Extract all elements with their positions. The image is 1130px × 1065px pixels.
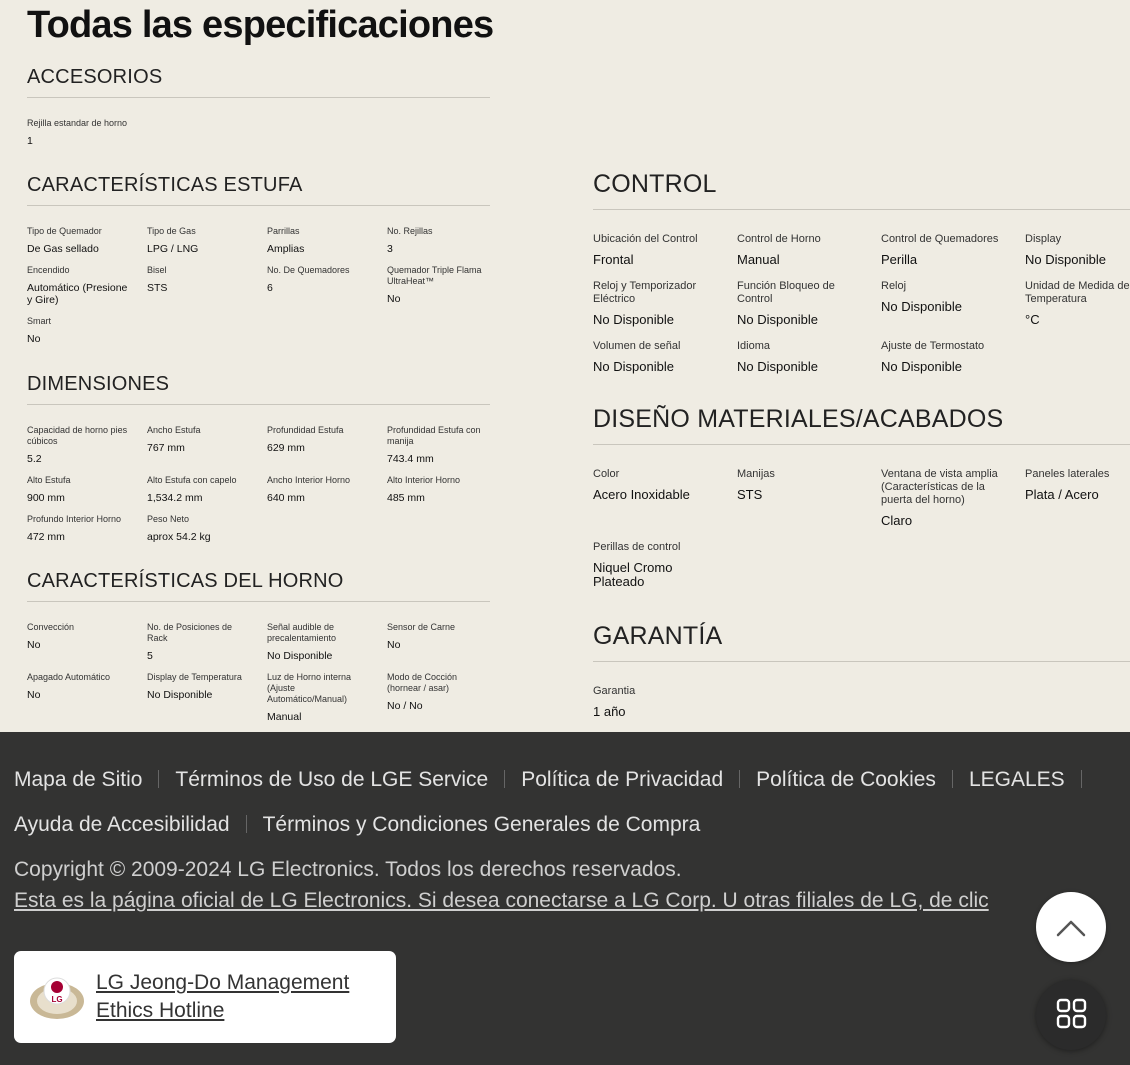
logo-text: LG — [51, 995, 63, 1004]
spec-label: Señal audible de precalentamiento — [267, 622, 337, 643]
spec-label: Profundo Interior Horno — [27, 514, 122, 524]
section-title: DISEÑO MATERIALES/ACABADOS — [593, 405, 1004, 433]
page-title: Todas las especificaciones — [27, 4, 494, 46]
spec-value: Perilla — [881, 252, 918, 267]
spec-label: Rejilla estandar de horno — [27, 118, 128, 128]
section-caracteristicas-estufa — [27, 174, 490, 356]
spec-label: Unidad de Medida de Temperatura — [1025, 280, 1130, 305]
spec-item — [27, 622, 137, 651]
quick-menu-button[interactable] — [1036, 980, 1106, 1050]
spec-item — [737, 468, 867, 502]
section-title: CONTROL — [593, 170, 717, 198]
spec-value: 629 mm — [267, 442, 305, 454]
copyright-text: Copyright © 2009-2024 LG Electronics. Todos los derechos reservados. — [14, 858, 682, 881]
spec-value: Manual — [737, 252, 780, 267]
spec-item — [27, 316, 137, 345]
spec-item — [593, 233, 725, 267]
footer-link-privacidad[interactable]: Política de Privacidad — [521, 768, 724, 791]
spec-value: 1 — [27, 135, 33, 147]
spec-value: No Disponible — [737, 312, 818, 327]
spec-label: Alto Interior Horno — [387, 475, 461, 485]
spec-value: Niquel Cromo Plateado — [593, 560, 673, 589]
spec-value: 3 — [387, 243, 393, 255]
official-site-link[interactable]: Esta es la página oficial de LG Electronics. Si desea conectarse a LG Corp. U otras filiales de LG, de clic — [14, 889, 989, 912]
spec-item — [737, 340, 867, 374]
chevron-up-icon — [1036, 892, 1106, 962]
section-accesorios — [27, 66, 490, 148]
section-title: CARACTERÍSTICAS ESTUFA — [27, 174, 303, 196]
scroll-to-top-button[interactable] — [1036, 892, 1106, 962]
ethics-hotline-card[interactable] — [14, 951, 396, 1043]
grid-icon — [1036, 980, 1106, 1050]
link-separator — [952, 770, 953, 788]
spec-item — [593, 685, 723, 719]
spec-item — [881, 233, 1013, 267]
spec-label: Apagado Automático — [27, 672, 111, 682]
spec-item — [1025, 280, 1130, 327]
spec-item — [387, 475, 487, 504]
spec-value: 767 mm — [147, 442, 185, 454]
spec-label: Control de Quemadores — [881, 233, 999, 245]
spec-value: 900 mm — [27, 492, 65, 504]
spec-item — [147, 475, 257, 504]
spec-label: Ventana de vista amplia (Características de la puerta del horno) — [881, 468, 998, 506]
spec-label: Parrillas — [267, 226, 300, 236]
spec-label: Quemador Triple Flama UltraHeat™ — [387, 265, 482, 286]
spec-item — [147, 672, 257, 701]
link-separator — [246, 815, 247, 833]
spec-item — [387, 622, 487, 651]
spec-item — [267, 672, 359, 723]
spec-item — [27, 475, 137, 504]
spec-label: Paneles laterales — [1025, 468, 1110, 480]
spec-item — [267, 226, 377, 255]
spec-value: LPG / LNG — [147, 243, 199, 255]
spec-item — [593, 468, 723, 502]
spec-label: Convección — [27, 622, 75, 632]
section-title: GARANTÍA — [593, 622, 723, 650]
lg-jeong-do-logo — [28, 971, 86, 1023]
spec-item — [593, 340, 725, 374]
spec-label: Bisel — [147, 265, 167, 275]
link-separator — [1081, 770, 1082, 788]
spec-label: No. De Quemadores — [267, 265, 350, 275]
spec-value: aprox 54.2 kg — [147, 531, 211, 543]
spec-label: Alto Estufa — [27, 475, 71, 485]
spec-item — [267, 622, 367, 662]
spec-item — [1025, 468, 1130, 502]
spec-item — [27, 118, 142, 147]
section-title: ACCESORIOS — [27, 66, 163, 88]
spec-value: STS — [737, 487, 763, 502]
spec-value: No / No — [387, 700, 423, 712]
spec-label: Display — [1025, 233, 1062, 245]
spec-value: No — [387, 639, 401, 651]
spec-label: Ancho Estufa — [147, 425, 201, 435]
spec-item — [147, 622, 247, 662]
spec-item — [147, 425, 257, 454]
spec-item — [147, 265, 257, 294]
spec-item — [267, 265, 377, 294]
spec-value: Automático (Presione y Gire) — [27, 282, 128, 306]
spec-value: Claro — [881, 513, 913, 528]
spec-label: Tipo de Gas — [147, 226, 196, 236]
hotline-link[interactable]: LG Jeong-Do Management Ethics Hotline — [96, 971, 350, 1022]
spec-item — [881, 468, 1006, 528]
spec-value: 640 mm — [267, 492, 305, 504]
spec-label: Control de Horno — [737, 233, 821, 245]
spec-item — [27, 514, 137, 543]
spec-item — [27, 226, 137, 255]
spec-value: 5.2 — [27, 453, 42, 465]
footer-link-accesibilidad[interactable]: Ayuda de Accesibilidad — [14, 813, 230, 836]
spec-value: Amplias — [267, 243, 305, 255]
footer-link-legales[interactable]: LEGALES — [968, 768, 1065, 791]
footer-link-condiciones-compra[interactable]: Términos y Condiciones Generales de Compra — [262, 813, 701, 836]
footer-link-cookies[interactable]: Política de Cookies — [756, 768, 936, 791]
spec-value: No — [387, 293, 401, 305]
spec-value: No Disponible — [593, 312, 674, 327]
spec-item — [1025, 233, 1130, 267]
footer-links-row-2 — [14, 813, 700, 837]
spec-value: No — [27, 689, 41, 701]
spec-label: Encendido — [27, 265, 70, 275]
spec-label: Tipo de Quemador — [27, 226, 102, 236]
spec-label: Perillas de control — [593, 541, 681, 553]
spec-item — [737, 233, 867, 267]
spec-label: Ubicación del Control — [593, 233, 698, 245]
spec-label: Manijas — [737, 468, 775, 480]
spec-item — [267, 475, 377, 504]
link-separator — [158, 770, 159, 788]
spec-value: 5 — [147, 650, 153, 662]
spec-label: Luz de Horno interna (Ajuste Automático/Manual) — [267, 672, 352, 704]
link-separator — [504, 770, 505, 788]
spec-value: 1 año — [593, 704, 626, 719]
section-dimensiones — [27, 373, 490, 555]
spec-value: No Disponible — [1025, 252, 1106, 267]
spec-item — [593, 541, 688, 589]
section-garantia — [593, 622, 1130, 722]
spec-item — [387, 226, 487, 255]
spec-label: Ancho Interior Horno — [267, 475, 351, 485]
spec-value: No — [27, 333, 41, 345]
spec-value: Plata / Acero — [1025, 487, 1099, 502]
spec-value: 6 — [267, 282, 273, 294]
spec-label: Garantia — [593, 685, 636, 697]
spec-label: Profundidad Estufa — [267, 425, 344, 435]
spec-label: Volumen de señal — [593, 340, 681, 352]
spec-label: Modo de Cocción (hornear / asar) — [387, 672, 458, 693]
spec-label: Idioma — [737, 340, 771, 352]
spec-item — [387, 672, 477, 712]
spec-value: No Disponible — [267, 650, 333, 662]
spec-label: No. Rejillas — [387, 226, 433, 236]
spec-label: Reloj y Temporizador Eléctrico — [593, 280, 697, 305]
spec-value: No Disponible — [881, 359, 962, 374]
section-diseno-materiales — [593, 405, 1130, 605]
spec-label: No. de Posiciones de Rack — [147, 622, 233, 643]
spec-item — [737, 280, 847, 327]
spec-item — [387, 425, 487, 465]
spec-label: Reloj — [881, 280, 907, 292]
spec-value: No Disponible — [147, 689, 213, 701]
spec-item — [593, 280, 713, 327]
spec-value: No Disponible — [593, 359, 674, 374]
spec-item — [881, 280, 1013, 314]
spec-value: No Disponible — [737, 359, 818, 374]
spec-label: Sensor de Carne — [387, 622, 456, 632]
spec-value: De Gas sellado — [27, 243, 99, 255]
section-title: DIMENSIONES — [27, 373, 170, 395]
spec-value: Manual — [267, 711, 302, 723]
spec-value: 1,534.2 mm — [147, 492, 203, 504]
section-title: CARACTERÍSTICAS DEL HORNO — [27, 570, 344, 592]
footer-link-mapa-sitio[interactable]: Mapa de Sitio — [14, 768, 143, 791]
spec-item — [27, 265, 132, 306]
spec-label: Función Bloqueo de Control — [737, 280, 835, 305]
spec-label: Profundidad Estufa con manija — [387, 425, 481, 446]
section-caracteristicas-horno — [27, 570, 490, 732]
site-footer — [0, 732, 1130, 1065]
spec-label: Color — [593, 468, 620, 480]
spec-value: °C — [1025, 312, 1040, 327]
spec-label: Alto Estufa con capelo — [147, 475, 237, 485]
spec-item — [147, 226, 257, 255]
link-separator — [739, 770, 740, 788]
spec-value: 743.4 mm — [387, 453, 434, 465]
spec-item — [27, 672, 137, 701]
footer-links-row-1 — [14, 768, 1098, 792]
spec-label: Display de Temperatura — [147, 672, 242, 682]
spec-item — [387, 265, 487, 305]
spec-label: Ajuste de Termostato — [881, 340, 985, 352]
spec-label: Peso Neto — [147, 514, 190, 524]
spec-value: 485 mm — [387, 492, 425, 504]
spec-value: 472 mm — [27, 531, 65, 543]
section-control — [593, 170, 1130, 380]
spec-label: Smart — [27, 316, 52, 326]
spec-item — [147, 514, 257, 543]
spec-value: No Disponible — [881, 299, 962, 314]
spec-item — [267, 425, 377, 454]
spec-value: Acero Inoxidable — [593, 487, 690, 502]
spec-value: No — [27, 639, 41, 651]
footer-link-terminos-uso[interactable]: Términos de Uso de LGE Service — [175, 768, 489, 791]
spec-item — [27, 425, 137, 465]
spec-label: Capacidad de horno pies cúbicos — [27, 425, 128, 446]
spec-item — [881, 340, 1013, 374]
spec-value: Frontal — [593, 252, 634, 267]
spec-value: STS — [147, 282, 168, 294]
